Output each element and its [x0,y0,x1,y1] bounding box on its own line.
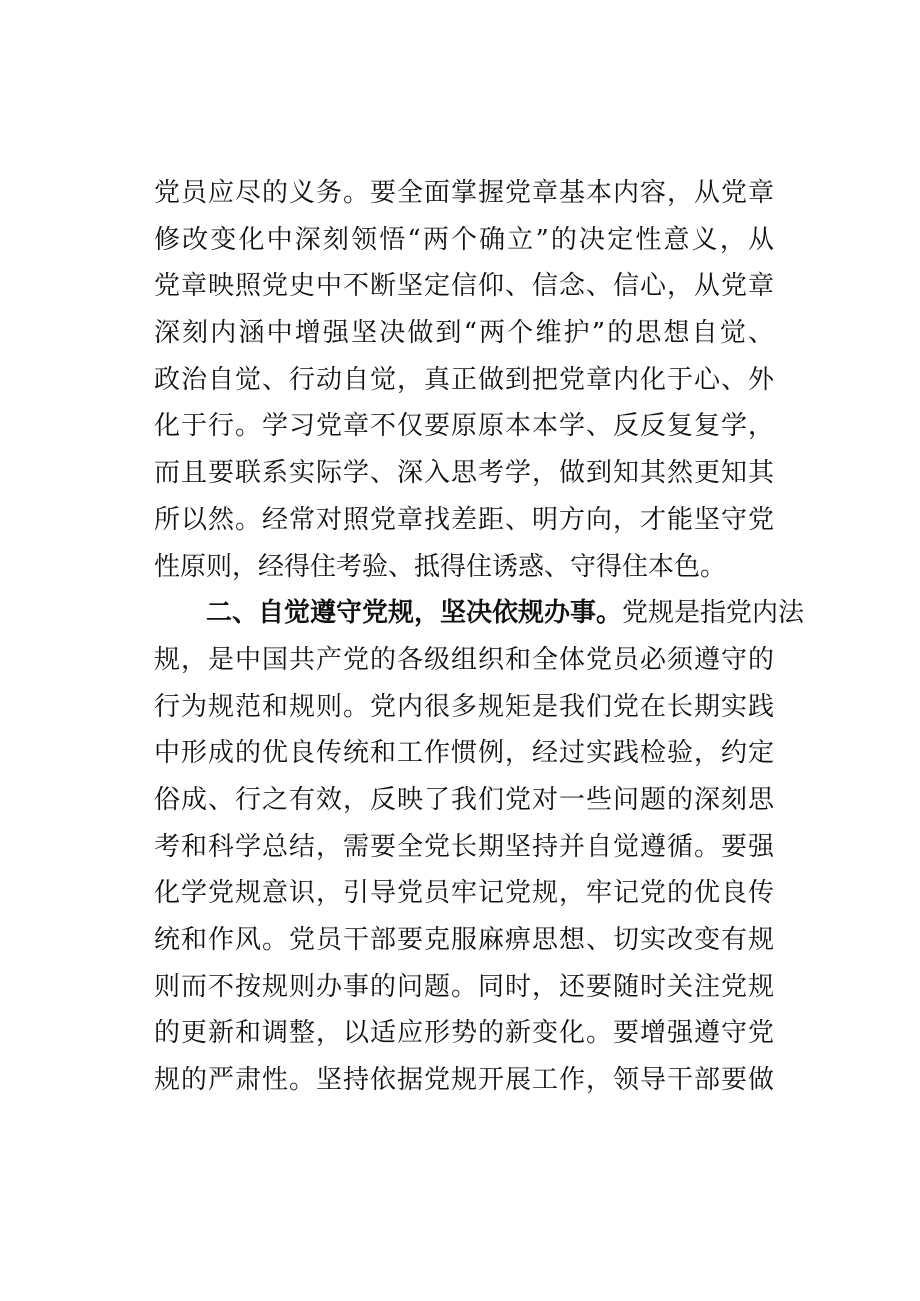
text-line: 行为规范和规则。党内很多规矩是我们党在长期实践 [154,691,774,722]
text-line: 规的严肃性。坚持依据党规开展工作，领导干部要做 [154,1065,774,1096]
text-line: 党员应尽的义务。要全面掌握党章基本内容，从党章 [154,178,774,208]
text-line: 深刻内涵中增强坚决做到“两个维护”的思想自觉、 [154,318,774,349]
paragraph-first-line [154,590,805,637]
text-line: 性原则，经得住考验、抵得住诱惑、守得住本色。 [154,551,727,582]
body-text [154,170,805,1104]
section-heading: 二、自觉遵守党规，坚决依规办事。 [206,598,623,629]
text-line: 统和作风。党员干部要克服麻痹思想、切实改变有规 [154,925,774,955]
text-line: 所以然。经常对照党章找差距、明方向，才能坚守党 [154,504,774,535]
paragraph-party-rules [154,590,805,1104]
text-run: 党规是指党内法 [622,598,805,629]
text-line: 中形成的优良传统和工作惯例，经过实践检验，约定 [154,738,774,769]
paragraph-party-constitution [154,170,774,590]
text-line: 则而不按规则办事的问题。同时，还要随时关注党规 [154,971,774,1002]
text-line: 党章映照党史中不断坚定信仰、信念、信心，从党章 [154,271,774,302]
text-line: 的更新和调整，以适应形势的新变化。要增强遵守党 [154,1018,774,1049]
text-line: 化于行。学习党章不仅要原原本本学、反反复复学， [154,411,774,442]
text-line: 俗成、行之有效，反映了我们党对一些问题的深刻思 [154,784,774,815]
text-line: 考和科学总结，需要全党长期坚持并自觉遵循。要强 [154,831,774,862]
text-line: 修改变化中深刻领悟“两个确立”的决定性意义，从 [154,224,774,255]
text-line: 化学党规意识，引导党员牢记党规，牢记党的优良传 [154,878,774,909]
text-line: 政治自觉、行动自觉，真正做到把党章内化于心、外 [154,364,774,395]
text-line: 规，是中国共产党的各级组织和全体党员必须遵守的 [154,644,774,675]
text-line: 而且要联系实际学、深入思考学，做到知其然更知其 [154,458,774,489]
